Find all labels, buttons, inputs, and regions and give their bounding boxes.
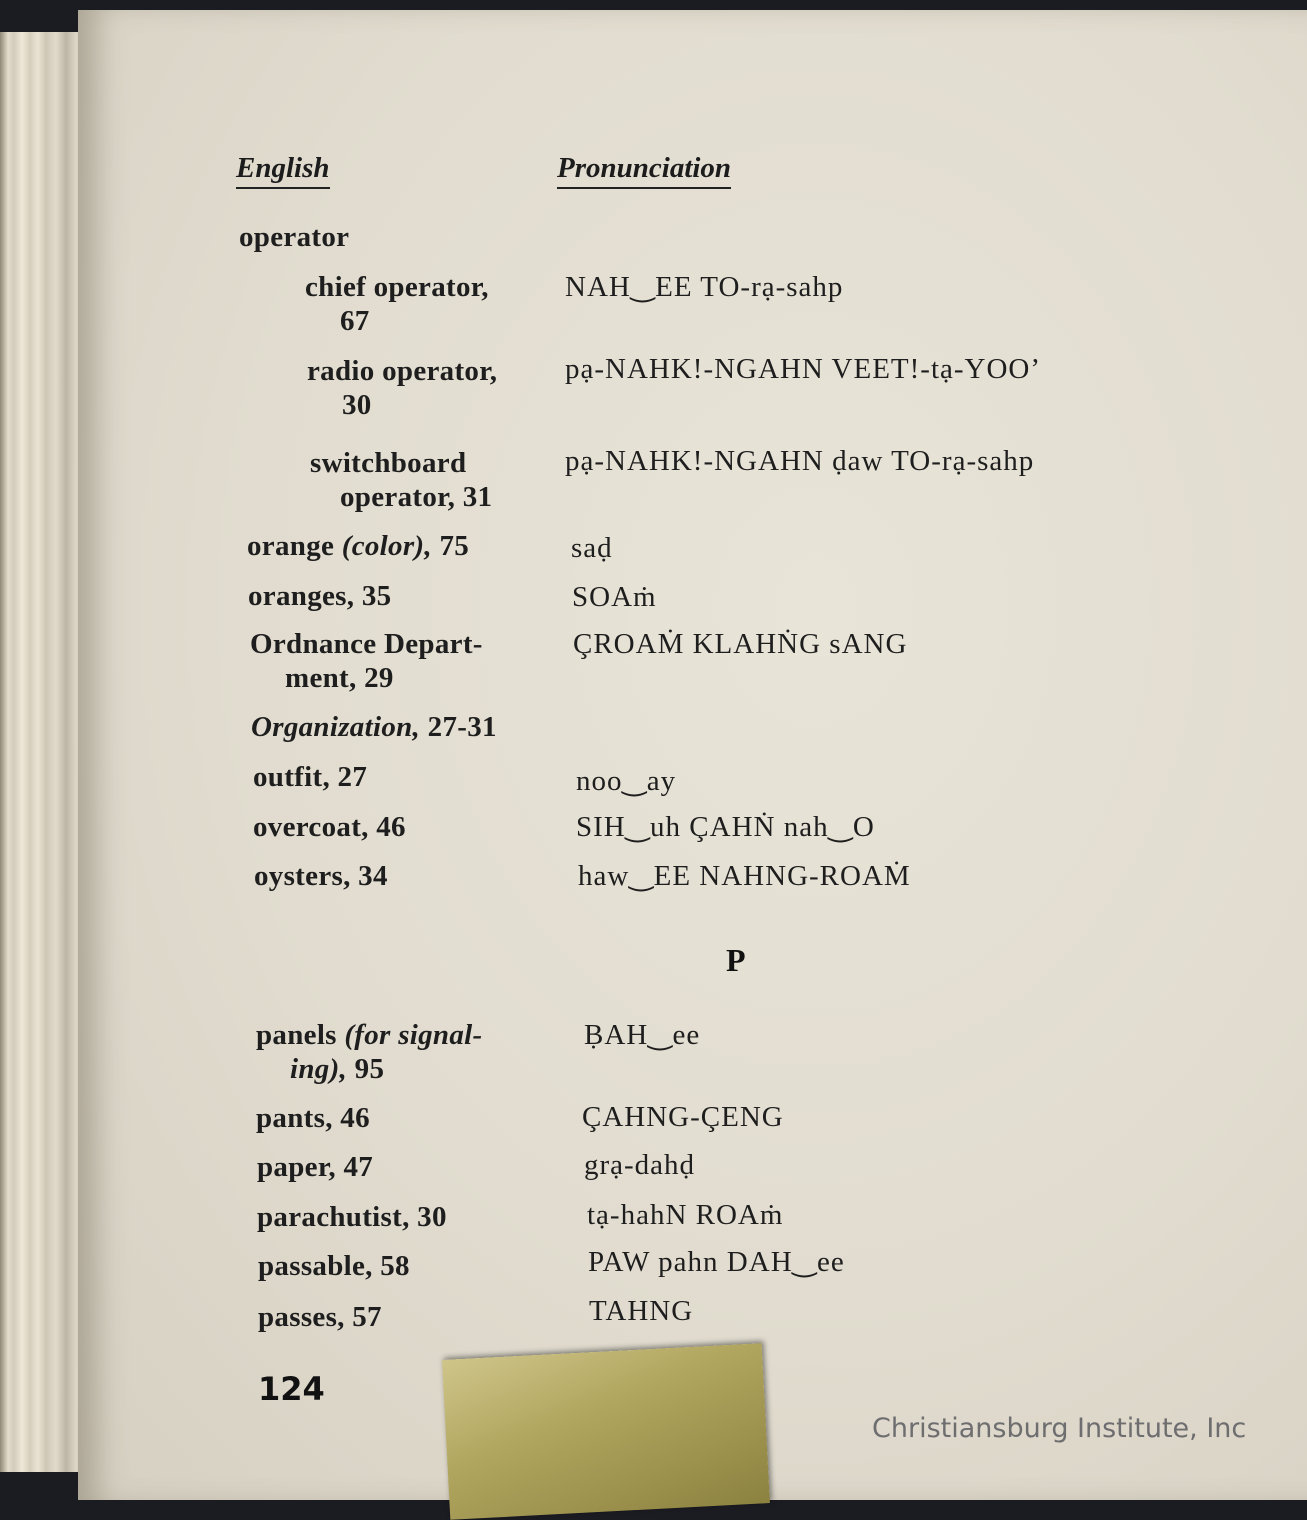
entry-pronunciation: ÇROAṀ KLAHṄG sANG [573, 628, 908, 660]
entry-pronunciation: ḄAH‿ee [584, 1019, 701, 1051]
entry-pronunciation: saḍ [571, 532, 613, 564]
entry-english-cont: 30 [342, 389, 372, 421]
entry-english: passes, 57 [258, 1301, 382, 1333]
entry-qualifier: (for signal- [344, 1019, 483, 1051]
entry-word: panels [256, 1019, 337, 1051]
entry-english: chief operator, [305, 271, 489, 303]
entry-english: oysters, 34 [254, 860, 388, 892]
entry-pronunciation: SIH‿uh ÇAHṄ nah‿O [576, 811, 875, 843]
page-number: 124 [258, 1370, 325, 1408]
entry-english [247, 529, 469, 563]
entry-qualifier: (color), [341, 530, 432, 562]
entry-page-ref: 95 [354, 1053, 385, 1085]
bookmark-ribbon [442, 1343, 770, 1520]
entry-english: paper, 47 [257, 1151, 374, 1183]
entry-page-ref: 75 [439, 530, 470, 562]
entry-english: outfit, 27 [253, 761, 368, 793]
entry-pronunciation: SOAṁ [572, 581, 657, 613]
entry-english: radio operator, [307, 355, 498, 387]
entry-pronunciation: TAHNG [589, 1295, 694, 1327]
entry-english-cont: 67 [340, 305, 370, 337]
entry-english [251, 710, 497, 744]
entry-section-title: Organization, [251, 711, 421, 743]
entry-word: orange [247, 530, 335, 562]
entry-page-ref: 27-31 [427, 711, 497, 743]
watermark: Christiansburg Institute, Inc [872, 1413, 1247, 1444]
header-english: English [236, 152, 330, 189]
entry-pronunciation: pạ-NAHK!-NGAHN VEET!-tạ-YOO’ [565, 353, 1042, 385]
entry-english: overcoat, 46 [253, 811, 406, 843]
entry-pronunciation: noo‿ay [576, 765, 677, 797]
entry-english: parachutist, 30 [257, 1201, 447, 1233]
entry-pronunciation: haw‿EE NAHNG-ROAṀ [578, 860, 911, 892]
entry-english: operator [239, 221, 350, 253]
entry-english: pants, 46 [256, 1102, 370, 1134]
entry-english: switchboard [310, 447, 467, 479]
entry-pronunciation: tạ-hahN ROAṁ [587, 1199, 784, 1231]
entry-pronunciation: ÇAHNG-ÇENG [582, 1101, 784, 1133]
entry-pronunciation: grạ-dahḍ [584, 1149, 696, 1181]
header-pronunciation: Pronunciation [557, 152, 731, 189]
section-letter: P [726, 942, 746, 978]
entry-english: Ordnance Depart- [250, 628, 483, 660]
entry-pronunciation: NAH‿EE TO-rạ-sahp [565, 271, 844, 303]
entry-pronunciation: PAW pahn DAH‿ee [588, 1246, 845, 1278]
entry-english-cont [290, 1052, 384, 1086]
entry-pronunciation: pạ-NAHK!-NGAHN ḍaw TO-rạ-sahp [565, 445, 1035, 477]
entry-english-cont: ment, 29 [285, 662, 394, 694]
entry-english: oranges, 35 [248, 580, 392, 612]
entry-qualifier-cont: ing), [290, 1053, 348, 1085]
entry-english: passable, 58 [258, 1250, 410, 1282]
entry-english-cont: operator, 31 [340, 481, 493, 513]
entry-english [256, 1018, 482, 1052]
